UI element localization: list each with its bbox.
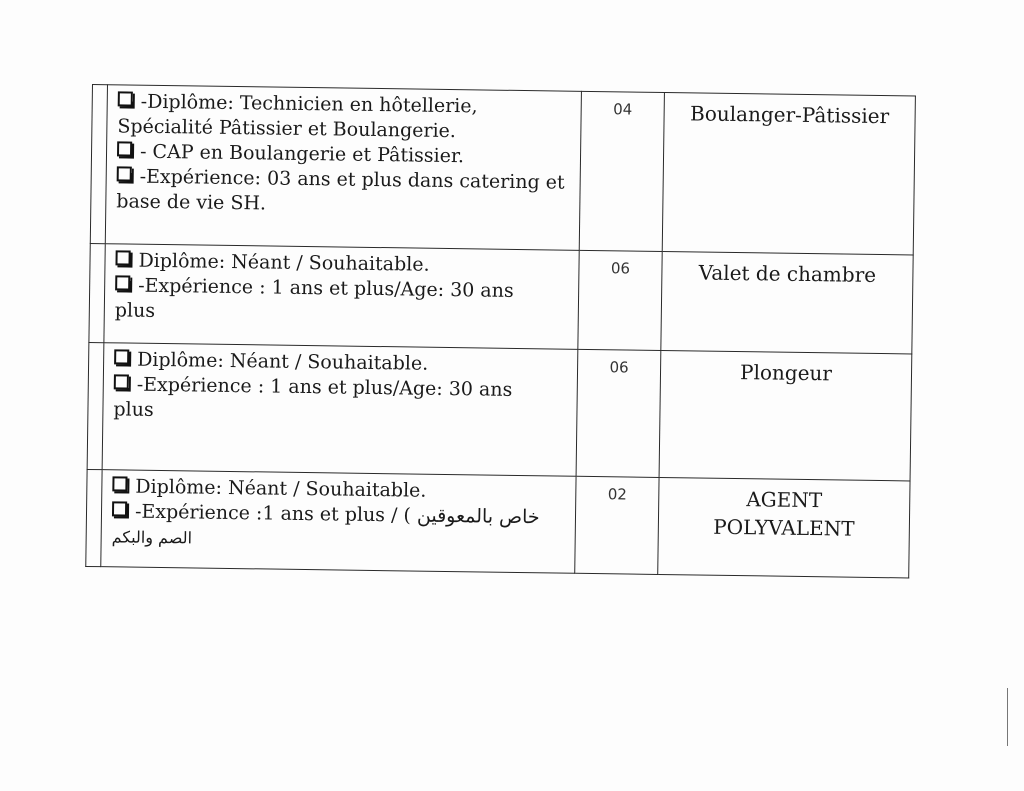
requirements-cell: [105, 85, 581, 251]
checkbox-icon: [115, 250, 130, 265]
row-margin-cell: [87, 342, 104, 469]
position-line: POLYVALENT: [713, 514, 855, 541]
position-cell: Valet de chambre: [661, 251, 913, 353]
requirements-cell: [101, 470, 576, 574]
scan-edge-mark: [1007, 688, 1009, 746]
job-requirements-table: [85, 84, 916, 578]
requirement-line: -Diplôme: Technicien en hôtellerie,: [118, 89, 573, 120]
quantity-cell: 02: [575, 476, 659, 574]
checkbox-icon: [112, 476, 127, 491]
requirement-line: Diplôme: Néant / Souhaitable.: [114, 347, 569, 378]
position-cell: Plongeur: [659, 350, 912, 480]
checkbox-icon: [117, 141, 132, 156]
requirement-line: plus: [113, 398, 154, 421]
quantity-cell: 06: [576, 349, 661, 477]
checkbox-icon: [117, 166, 132, 181]
table-row: [86, 469, 910, 577]
row-margin-cell: [89, 243, 105, 342]
table-row: [89, 243, 913, 353]
position-line: AGENT: [746, 487, 823, 513]
requirement-line: Diplôme: Néant / Souhaitable.: [115, 248, 570, 279]
requirement-line: - CAP en Boulangerie et Pâtissier.: [117, 139, 572, 170]
requirement-line: Diplôme: Néant / Souhaitable.: [112, 474, 567, 505]
checkbox-icon: [114, 349, 129, 364]
row-margin-cell: [86, 469, 102, 566]
quantity-cell: 04: [579, 91, 664, 251]
requirement-line: -Expérience : 1 ans et plus/Age: 30 ans: [114, 372, 569, 403]
checkbox-icon: [112, 501, 127, 516]
requirement-line-arabic: الصم والبكم: [111, 527, 193, 548]
requirements-cell: [102, 343, 578, 477]
checkbox-icon: [115, 275, 130, 290]
requirement-line: -Expérience: 03 ans et plus dans catering et: [117, 164, 572, 195]
table-row: [90, 85, 915, 255]
quantity-cell: 06: [578, 250, 662, 350]
requirement-line: Spécialité Pâtissier et Boulangerie.: [117, 115, 457, 143]
requirements-cell: [104, 244, 579, 350]
checkbox-icon: [114, 374, 129, 389]
requirement-line: -Expérience : 1 ans et plus/Age: 30 ans: [115, 273, 570, 304]
requirement-line: plus: [114, 299, 156, 322]
requirement-line: base de vie SH.: [116, 190, 267, 215]
position-cell: [658, 477, 910, 577]
position-cell: Boulanger-Pâtissier: [662, 92, 915, 254]
table-row: [87, 342, 912, 480]
requirement-line: -Expérience :1 ans et plus / ( خاص بالمعوقين: [112, 499, 567, 530]
checkbox-icon: [118, 91, 133, 106]
